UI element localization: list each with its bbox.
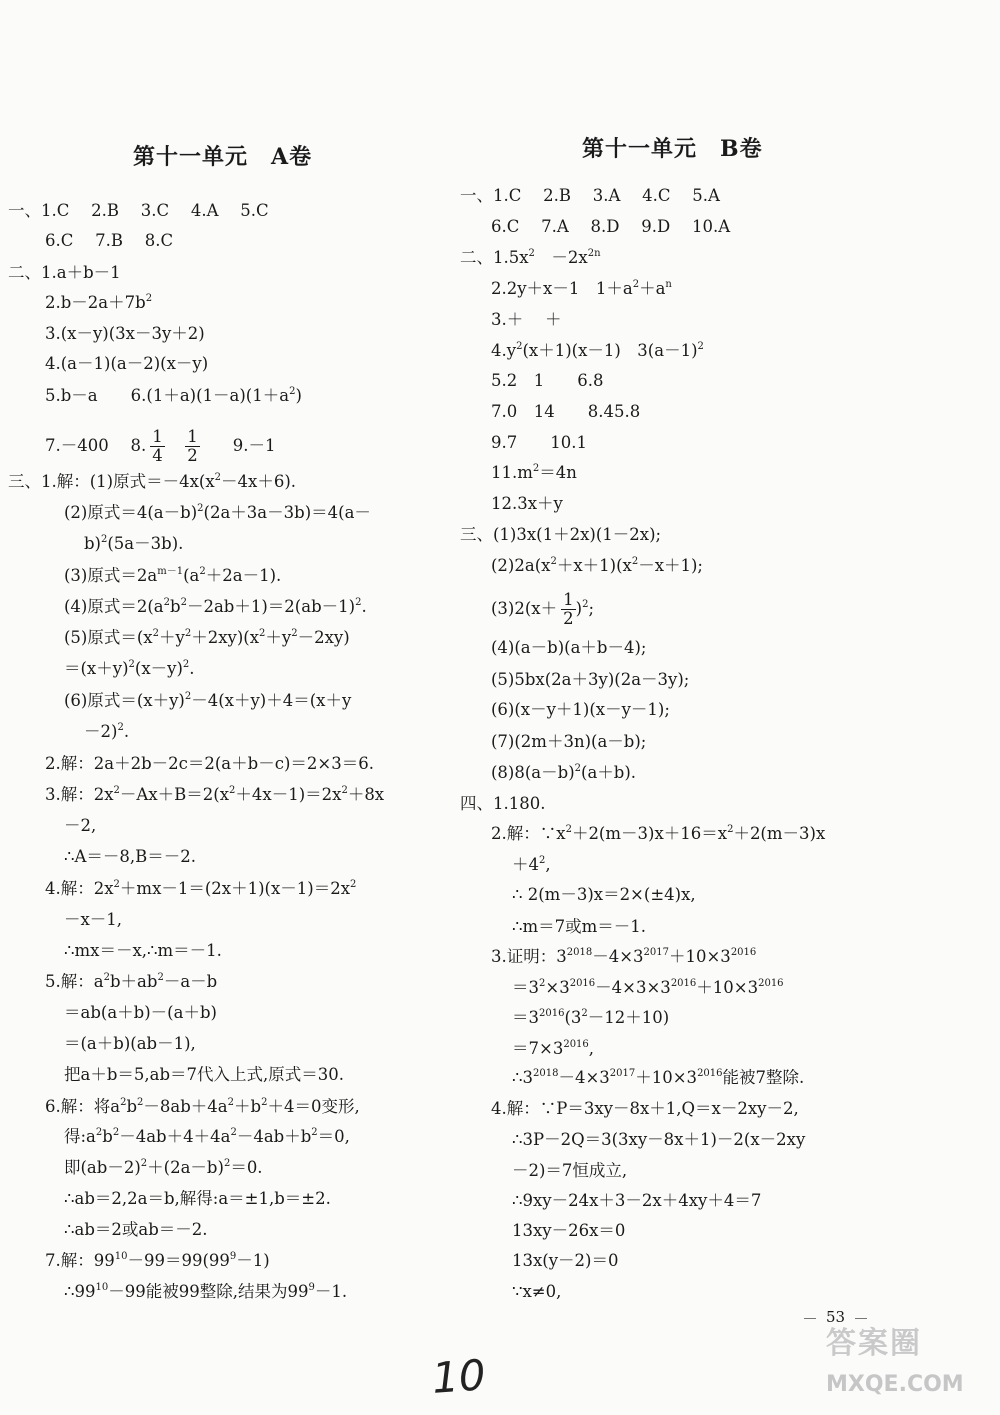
answer-a-line: 二、1.a＋b－1 bbox=[8, 263, 121, 282]
answer-b-line: (4)(a－b)(a＋b－4); bbox=[491, 638, 647, 657]
answer-a-line: 7.解：$99^{10}-99=99(99^9-1)$ bbox=[45, 1251, 270, 1270]
answer-a-line: 一、1.C 2.B 3.C 4.A 5.C bbox=[8, 201, 269, 220]
answer-a-line: 4.(a－1)(a－2)(x－y) bbox=[45, 354, 209, 373]
answer-a-line: 2.解：2a＋2b－2c＝2(a＋b－c)＝2×3＝6. bbox=[45, 754, 374, 773]
answer-b-line: (5)5bx(2a＋3y)(2a－3y); bbox=[491, 670, 690, 689]
answer-a-line: $\therefore 99^{10}-99$能被99整除,结果为$99^9-1$. bbox=[64, 1282, 348, 1301]
answer-b-line: $(2)2a(x^2+x+1)(x^2-x+1)$; bbox=[491, 556, 703, 575]
answer-b-line: 9.7 10.1 bbox=[491, 433, 587, 452]
answer-b-line: 13x(y－2)＝0 bbox=[512, 1251, 619, 1270]
answer-b-line: 2.2y＋x－1 $1+a^2+a^n$ bbox=[491, 279, 672, 298]
answer-b-line: 2.解：$\because x^2+2(m-3)x+16=x^2+2(m-3)x$ bbox=[491, 824, 826, 843]
answer-b-line: (3)2(x＋ $\frac{1}{2}$ )$^2$; bbox=[491, 590, 594, 628]
answer-a-line: 7.－400 8. $\frac{1}{4}$ $\frac{1}{2}$ 9.－1 bbox=[45, 427, 276, 465]
answer-b-line: 三、(1)3x(1＋2x)(1－2x); bbox=[460, 525, 662, 544]
answer-a-line: 6.解：将$a^2b^2-8ab+4a^2+b^2+4=0$变形, bbox=[45, 1097, 360, 1116]
answer-b-line: $=3^2\times 3^{2016}-4\times 3\times 3^{2016}+10\times 3^{2016}$ bbox=[512, 978, 784, 997]
answer-a-line: (5)原式$=(x^2+y^2+2xy)(x^2+y^2-2xy)$ bbox=[64, 628, 350, 647]
answer-b-line: 6.C 7.A 8.D 9.D 10.A bbox=[491, 217, 731, 236]
answer-b-line: $(8)8(a-b)^2(a+b)$. bbox=[491, 763, 637, 782]
handwritten-note: 10 bbox=[430, 1350, 488, 1403]
answer-b-line: 7.0 14 8.45.8 bbox=[491, 402, 641, 421]
answer-b-line: 12.3x＋y bbox=[491, 494, 563, 513]
answer-a-line: $2.b-2a+7b^2$ bbox=[45, 293, 153, 312]
answer-a-line: b)$^2$(5a－3b). bbox=[84, 534, 184, 553]
answer-b-line: 3.＋ ＋ bbox=[491, 310, 562, 329]
answer-a-line: ＝ab(a＋b)－(a＋b) bbox=[64, 1003, 217, 1022]
answer-a-line: (6)原式$=(x+y)^2-4(x+y)+4=(x+y$ bbox=[64, 691, 352, 710]
answer-b-line: $\therefore 3^{2018}-4\times 3^{2017}+10\times 3^{2016}$能被7整除. bbox=[512, 1068, 805, 1087]
answer-a-line: (2)原式$=4(a-b)^2(2a+3a-3b)=4(a-$ bbox=[64, 503, 371, 522]
answer-a-line: 5.b－a $6.(1+a)(1-a)(1+a^2)$ bbox=[45, 386, 302, 405]
answer-b-line: ∴9xy－24x＋3－2x＋4xy＋4＝7 bbox=[512, 1191, 762, 1210]
answer-b-line: 二、$1.5x^2$ $-2x^{2n}$ bbox=[460, 248, 601, 267]
answer-a-line: ∴ab＝2或ab＝－2. bbox=[64, 1220, 208, 1239]
answer-b-line: (7)(2m＋3n)(a－b); bbox=[491, 732, 647, 751]
answer-b-line: 5.2 1 6.8 bbox=[491, 371, 604, 390]
answer-b-line: $4.y^2(x+1)(x-1)$ $3(a-1)^2$ bbox=[491, 341, 704, 360]
answer-a-line: －2, bbox=[64, 816, 97, 835]
answer-b-line: $+4^2$, bbox=[512, 855, 551, 874]
answer-a-line: 5.解：$a^2b+ab^2-a-b$ bbox=[45, 972, 218, 991]
watermark-url: MXQE.COM bbox=[826, 1372, 964, 1397]
answer-b-line: 13xy－26x＝0 bbox=[512, 1221, 626, 1240]
answer-b-line: ∴3P－2Q＝3(3xy－8x＋1)－2(x－2xy bbox=[512, 1130, 806, 1149]
answer-b-line: $=7\times 3^{2016}$, bbox=[512, 1039, 595, 1058]
answer-a-line: $=(x+y)^2(x-y)^2$. bbox=[64, 659, 195, 678]
answer-a-line: 把a＋b＝5,ab＝7代入上式,原式＝30. bbox=[64, 1065, 345, 1084]
page-number: 53 bbox=[826, 1308, 846, 1326]
answer-a-line: －x－1, bbox=[64, 910, 123, 929]
answer-b-line: ∴m＝7或m＝－1. bbox=[512, 917, 647, 936]
answer-a-line: ∴A＝－8,B＝－2. bbox=[64, 847, 197, 866]
answer-a-line: (4)原式$=2(a^2b^2-2ab+1)=2(ab-1)^2$. bbox=[64, 597, 367, 616]
answer-a-line: 3.解：$2x^2-Ax+B=2(x^2+4x-1)=2x^2+8x$ bbox=[45, 785, 385, 804]
answer-b-line: －2)＝7恒成立, bbox=[512, 1161, 628, 1180]
answer-b-line: 一、1.C 2.B 3.A 4.C 5.A bbox=[460, 186, 720, 205]
answer-b-line: ∵x≠0, bbox=[512, 1282, 562, 1301]
answer-a-line: －2)$^2$. bbox=[84, 722, 130, 741]
answer-a-line: ∴ab＝2,2a＝b,解得:a＝±1,b＝±2. bbox=[64, 1189, 331, 1208]
answer-a-line: 三、1.解：(1)原式$=-4x(x^2-4x+6)$. bbox=[8, 472, 297, 491]
answer-a-line: (3)原式$=2a^{m-1}(a^2+2a-1)$. bbox=[64, 566, 282, 585]
answer-b-line: $11.m^2=4n$ bbox=[491, 463, 577, 482]
watermark-text: 答案圈 bbox=[826, 1326, 922, 1361]
answer-b-line: 3.证明：$3^{2018}-4\times 3^{2017}+10\times 3^{2016}$ bbox=[491, 947, 757, 966]
answer-b-line: ∴ 2(m－3)x＝2×(±4)x, bbox=[512, 885, 696, 904]
answer-b-line: (6)(x－y＋1)(x－y－1); bbox=[491, 700, 670, 719]
section-title-a: 第十一单元 A卷 bbox=[133, 144, 313, 170]
section-title-b: 第十一单元 B卷 bbox=[582, 136, 763, 162]
answer-a-line: 即$(ab-2)^2+(2a-b)^2=0$. bbox=[64, 1158, 263, 1177]
answer-b-line: $=3^{2016}(3^2-12+10)$ bbox=[512, 1008, 670, 1027]
answer-a-line: ＝(a＋b)(ab－1), bbox=[64, 1034, 196, 1053]
answer-a-line: ∴mx＝－x,∴m＝－1. bbox=[64, 941, 222, 960]
answer-b-line: 4.解：∵P＝3xy－8x＋1,Q＝x－2xy－2, bbox=[491, 1099, 799, 1118]
answer-a-line: 4.解：$2x^2+mx-1=(2x+1)(x-1)=2x^2$ bbox=[45, 879, 357, 898]
answer-a-line: 3.(x－y)(3x－3y＋2) bbox=[45, 324, 205, 343]
answer-a-line: 6.C 7.B 8.C bbox=[45, 231, 174, 250]
watermark-logo bbox=[826, 1318, 996, 1410]
answer-b-line: 四、1.180. bbox=[460, 794, 546, 813]
answer-a-line: 得$:a^2b^2-4ab+4+4a^2-4ab+b^2=0$, bbox=[64, 1127, 350, 1146]
